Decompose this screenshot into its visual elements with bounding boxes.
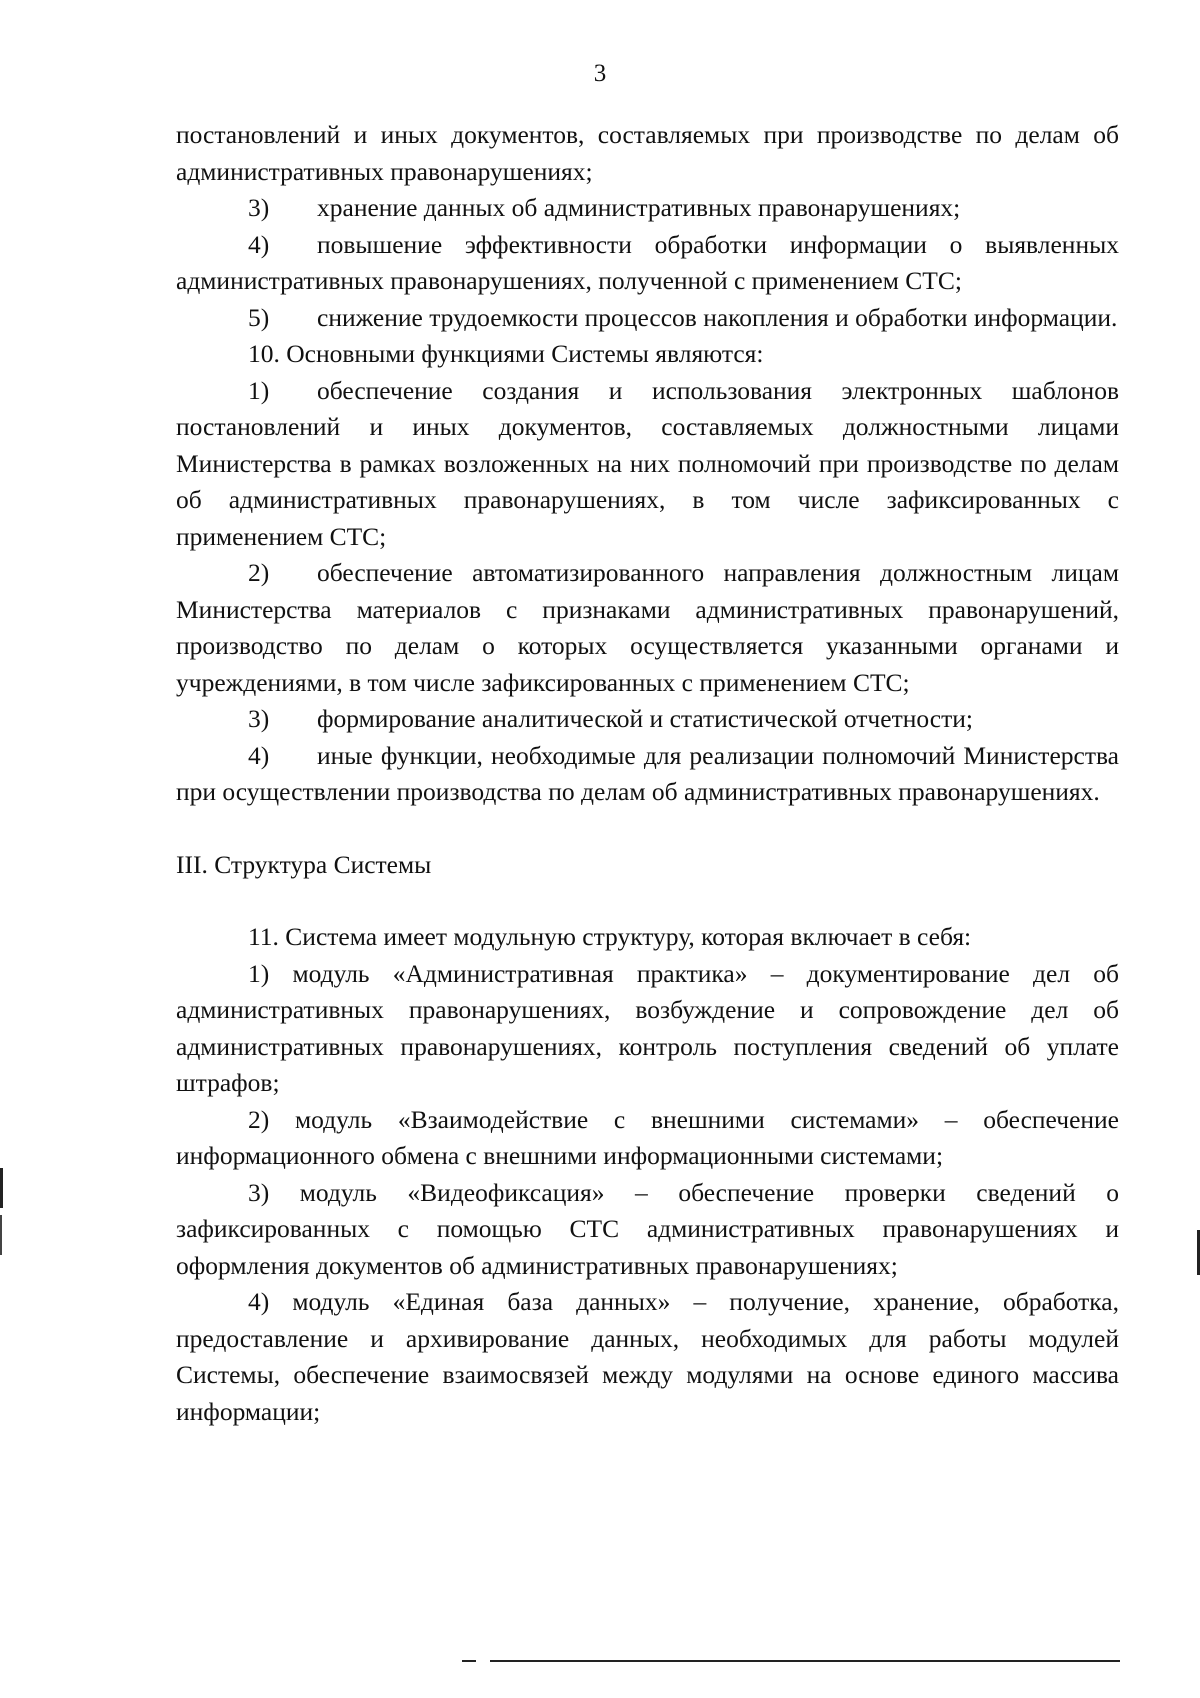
section-heading: III. Структура Системы bbox=[176, 849, 432, 879]
item-text: обеспечение автоматизированного направления должностным лицам Министерства материалов с признаками административных правонарушений, производство по делам о которых осуществляется указанными органами и учреждениями, в том числе зафиксированных с применением СТС; bbox=[176, 558, 1119, 697]
item-number: 2) bbox=[248, 558, 270, 587]
paragraph-text: 10. Основными функциями Системы являются: bbox=[248, 339, 764, 368]
page-number: 3 bbox=[593, 60, 607, 87]
paragraph-continuation bbox=[176, 117, 1119, 190]
item-text: хранение данных об административных правонарушениях; bbox=[317, 193, 961, 222]
item-text: иные функции, необходимые для реализации полномочий Министерства при осуществлении производства по делам об административных правонарушениях. bbox=[176, 740, 1119, 806]
paragraph-text: 11. Система имеет модульную структуру, которая включает в себя: bbox=[248, 922, 972, 951]
item-number: 3) bbox=[248, 193, 270, 222]
item-text: формирование аналитической и статистической отчетности; bbox=[317, 704, 973, 733]
list-item bbox=[176, 701, 1119, 738]
footer-rule bbox=[490, 1660, 1120, 1662]
paragraph-text: постановлений и иных документов, составляемых при производстве по делам об административных правонарушениях; bbox=[176, 120, 1119, 186]
scan-edge-mark bbox=[0, 1168, 3, 1208]
item-text: снижение трудоемкости процессов накопления и обработки информации. bbox=[317, 302, 1118, 332]
list-item bbox=[176, 373, 1119, 556]
list-item bbox=[176, 300, 1119, 337]
paragraph-text: 1) модуль «Административная практика» – документирование дел об административных правонарушениях, возбуждение и сопровождение дел об административных правонарушениях, контроль поступления сведений об уплате штрафов; bbox=[176, 958, 1119, 1097]
item-number: 3) bbox=[248, 704, 270, 733]
paragraph-text: 3) модуль «Видеофиксация» – обеспечение проверки сведений о зафиксированных с помощью СТС административных правонарушениях и оформления документов об административных правонарушениях; bbox=[176, 1177, 1119, 1280]
clause-10 bbox=[176, 336, 1119, 373]
item-number: 5) bbox=[248, 302, 270, 332]
list-item bbox=[176, 738, 1119, 811]
paragraph-text: 4) модуль «Единая база данных» – получение, хранение, обработка, предоставление и архивирование данных, необходимых для работы модулей Системы, обеспечение взаимосвязей между модулями на основе единого массива информации; bbox=[176, 1287, 1119, 1426]
module-item bbox=[176, 1284, 1119, 1430]
item-number: 1) bbox=[248, 375, 270, 405]
scan-edge-mark bbox=[0, 1215, 2, 1255]
module-item bbox=[176, 1102, 1119, 1175]
item-number: 4) bbox=[248, 740, 270, 770]
item-text: обеспечение создания и использования электронных шаблонов постановлений и иных документов, составляемых должностными лицами Министерства в рамках возложенных на них полномочий при производстве по делам об административных правонарушениях, в том числе зафиксированных с применением СТС; bbox=[176, 375, 1119, 551]
module-item bbox=[176, 956, 1119, 1102]
clause-11 bbox=[176, 919, 1119, 956]
list-item bbox=[176, 227, 1119, 300]
document-body bbox=[176, 117, 1119, 1430]
item-text: повышение эффективности обработки информации о выявленных административных правонарушениях, полученной с применением СТС; bbox=[176, 229, 1119, 295]
item-number: 4) bbox=[248, 229, 270, 259]
list-item bbox=[176, 190, 1119, 227]
module-item bbox=[176, 1175, 1119, 1285]
paragraph-text: 2) модуль «Взаимодействие с внешними системами» – обеспечение информационного обмена с внешними информационными системами; bbox=[176, 1104, 1119, 1170]
footer-dash bbox=[462, 1660, 476, 1662]
list-item bbox=[176, 555, 1119, 701]
